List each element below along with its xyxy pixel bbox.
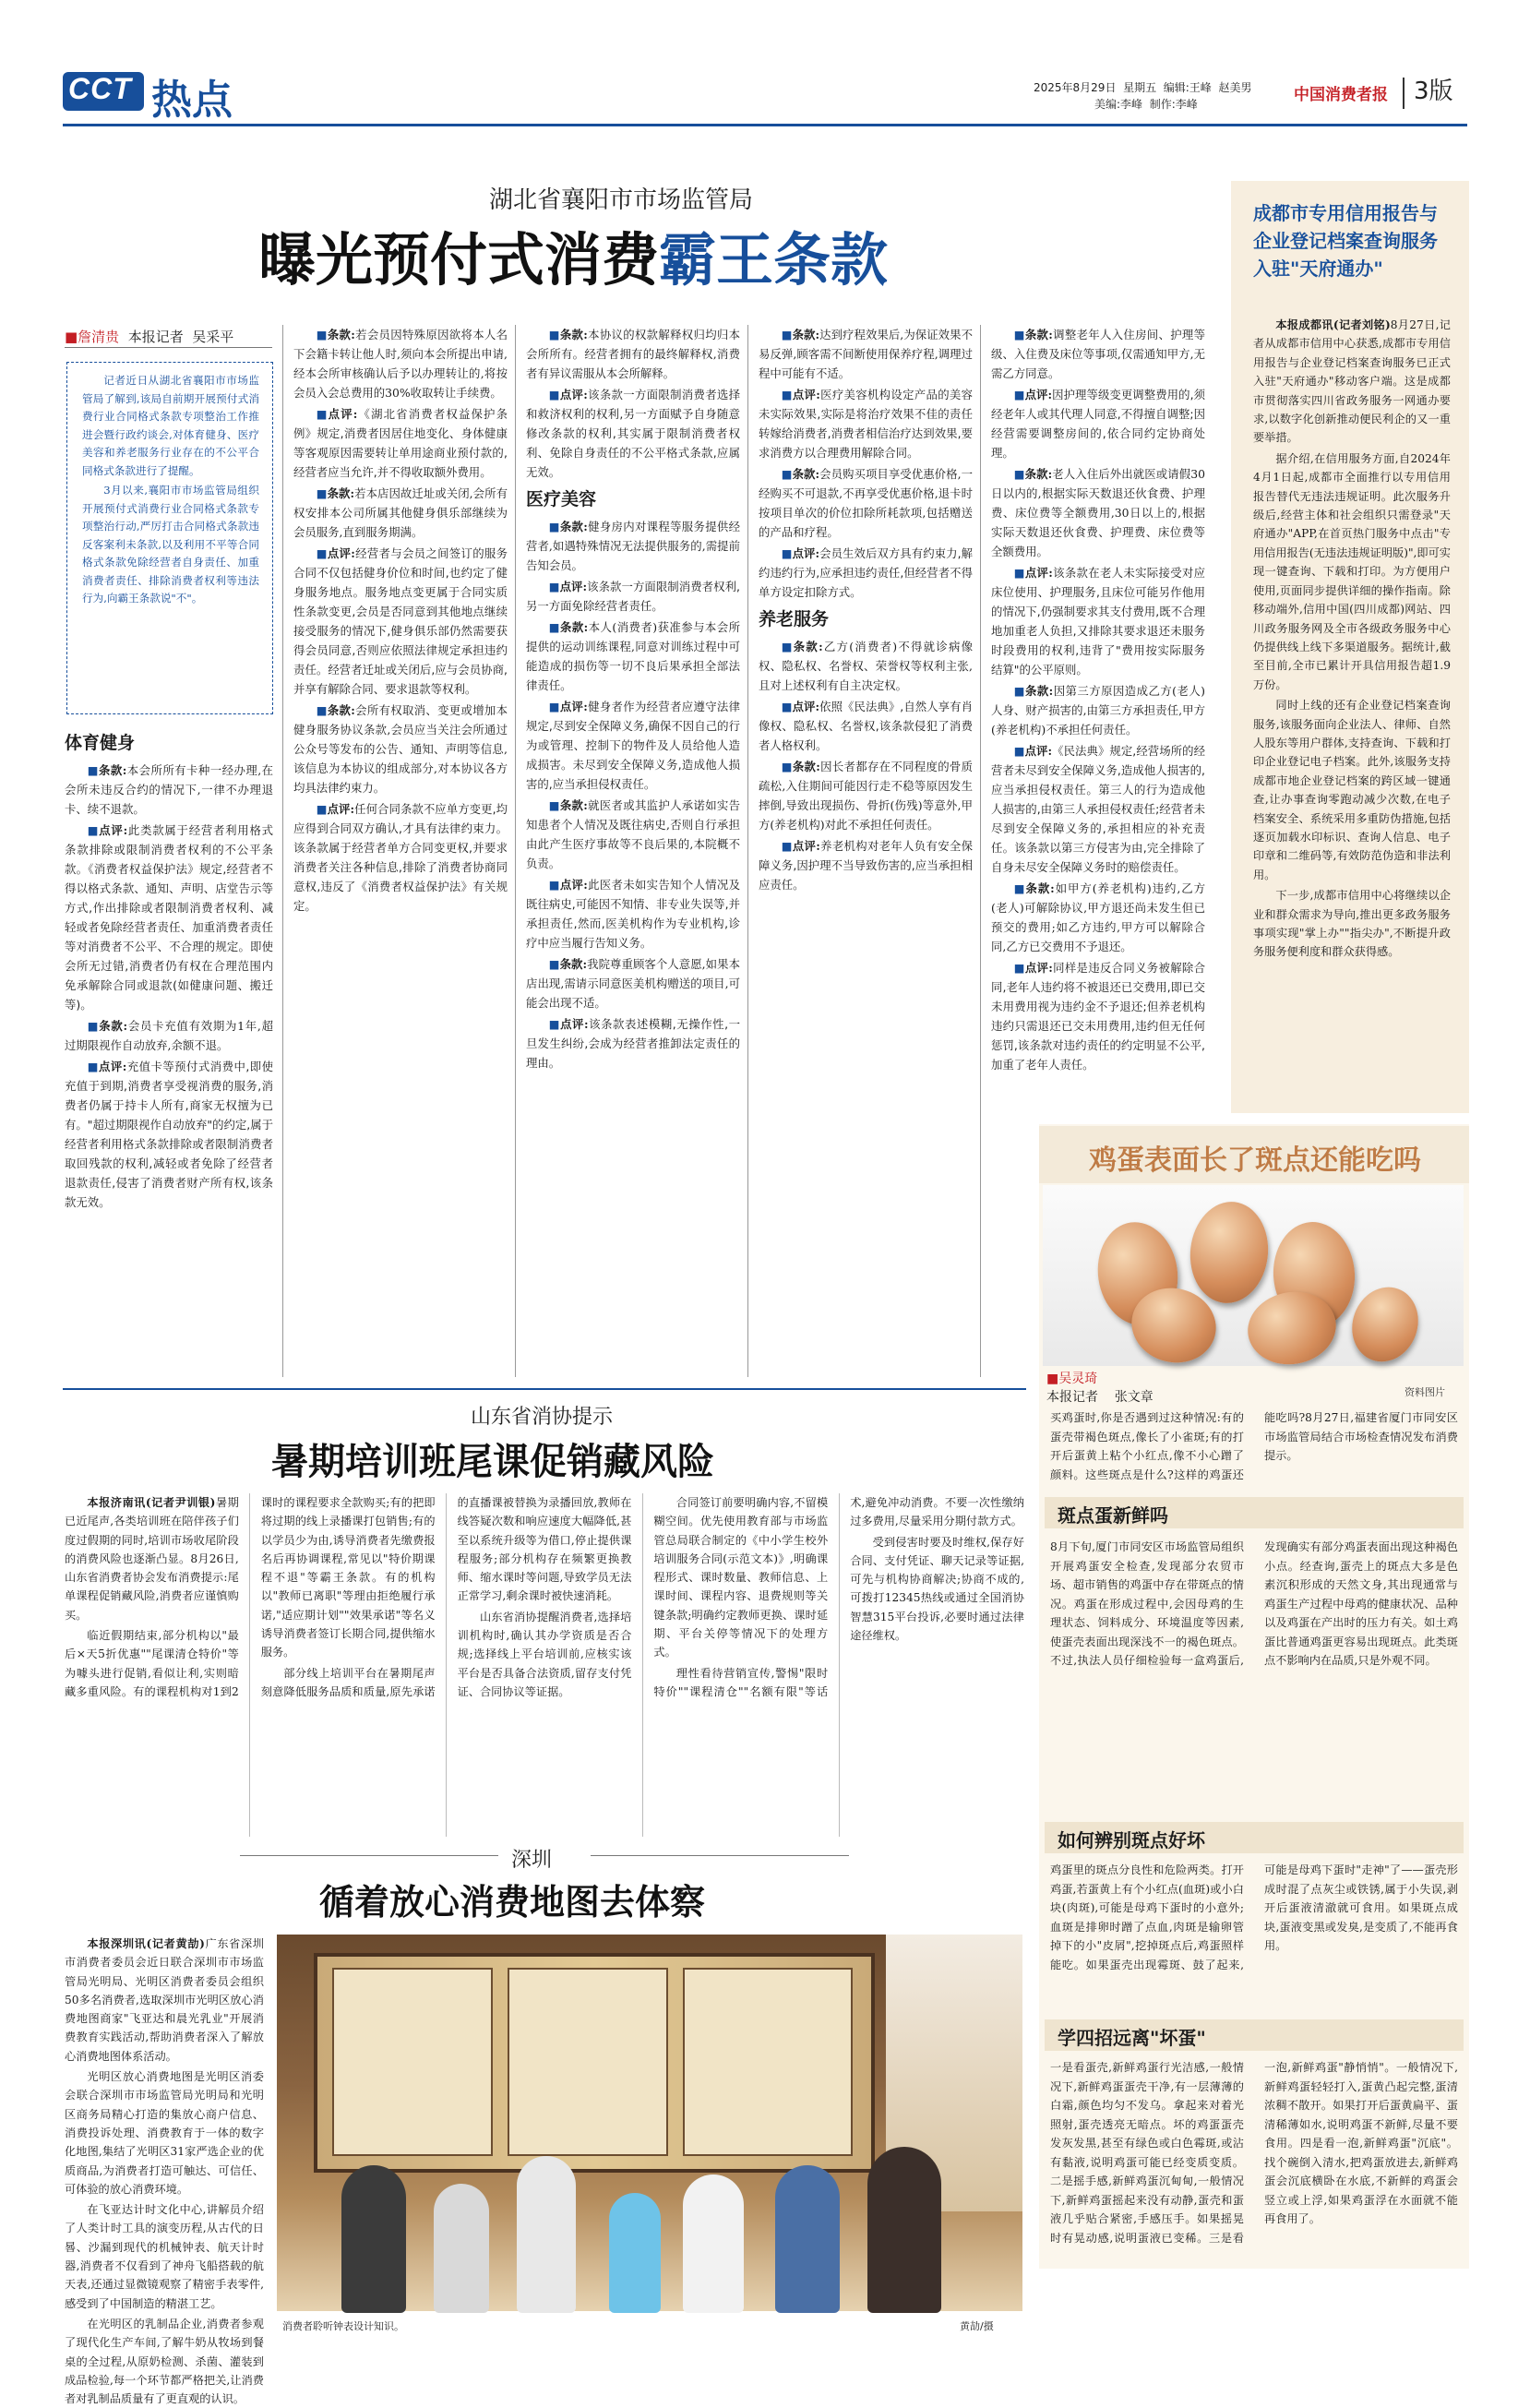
clause-text: 该条款一方面限制消费者选择和救济权利的权利,另一方面赋予自身随意修改条款的权利,其实属于限制消费者权利、免除自身责任的不公平格式条款,应属无效。 (526, 388, 741, 479)
clause-marker-icon: ■ (1013, 388, 1025, 401)
clause-text: 经营者与会员之间签订的服务合同不仅包括健身价位和时间,也约定了健身服务地点。服务地点变更属于合同实质性条款变更,会员是否同意到其他地点继续接受服务的情况下,健身俱乐部仍然需要获得会员同意,否则应依照法律规定承担违约责任。经营者迁址或关闭后,应与会员协商,并享有解除合同、要求退款等权利。 (293, 546, 508, 696)
editor2: 赵美男 (1218, 81, 1252, 94)
article2-para-6: 受到侵害时要及时维权,保存好合同、支付凭证、聊天记录等证据,可先与机构协商解决;协商不成的,可拨打12345热线或通过全国消协智慧315平台投诉,必要时通过法律途径维权。 (850, 1535, 1024, 1643)
clause-keyword: 条款: (1024, 328, 1053, 341)
clause-text: 会所有权取消、变更或增加本健身服务协议条款,会员应当关注会所通过公众号等发布的公告、通知、声明等信息,该信息为本协议的组成部分,对本协议各方均具法律约束力。 (293, 703, 508, 795)
clause-text: 充值卡等预付式消费中,即使充值于到期,消费者享受视消费的服务,消费者仍属于持卡人所有,商家无权擅为已有。"超过期限视作自动放弃"的约定,属于经营者利用格式条款排除或者限制消费者取回残款的权利,减轻或者免除了经营者退款责任,侵害了消费者财产所有权,该条款无效。 (65, 1060, 273, 1209)
article2-body (65, 1493, 1024, 1837)
clause-paragraph (293, 404, 508, 482)
clause-keyword: 点评: (792, 700, 820, 713)
article2-para-3: 山东省消协提醒消费者,选择培训机构时,确认其办学资质是否合规;选择线上平台培训前,应核实该平台是否具备合法资质,留存支付凭证、合同协议等证据。 (457, 1610, 632, 1698)
clause-paragraph (991, 741, 1205, 877)
clause-marker-icon: ■ (1013, 961, 1025, 975)
article3-kicker-line-right (591, 1855, 849, 1856)
clause-keyword: 点评: (560, 1017, 589, 1031)
weekday: 星期五 (1123, 81, 1157, 94)
clause-keyword: 条款: (1024, 467, 1053, 481)
article2-para-1: 临近假期结束,部分机构以"最后×天5折优惠""尾课清仓特价"等为噱头进行促销,看似让利,实则暗藏多重风险。有的课程机构对1到2课时的课程要求全款购买;有的把即将过期的线上录播课打包销售;有的以学员少为由,诱导消费者先缴费报名后再协调课程,常见以"特价期课程不退"等霸王条款。有的机构以"教师已离职"等理由拒绝履行承诺,"适应期计划""效果承诺"等名义诱导消费者签订长期合同,提供缩水服务。 (65, 1496, 436, 1698)
fitness-clauses (65, 761, 273, 1212)
clause-paragraph (293, 484, 508, 542)
visitor-figure (775, 2165, 840, 2313)
clause-marker-icon: ■ (781, 467, 793, 481)
clause-keyword: 点评: (327, 546, 355, 560)
clause-text: 会员生效后双方具有约束力,解约违约行为,应承担违约责任,但经营者不得单方设定扣除方式。 (759, 546, 973, 599)
article3-kicker-line-left (240, 1855, 498, 1856)
egg-title: 鸡蛋表面长了斑点还能吃吗 (1089, 1144, 1421, 1177)
clause-marker-icon: ■ (548, 328, 560, 341)
clause-paragraph (526, 617, 740, 695)
clause-marker-icon: ■ (1013, 328, 1025, 341)
clause-keyword: 条款: (559, 520, 588, 533)
photo-caption: 消费者聆听钟表设计知识。 (282, 2320, 404, 2332)
article1-byline (65, 327, 233, 346)
clause-marker-icon: ■ (87, 763, 99, 777)
article1-lead (82, 372, 259, 704)
clause-paragraph (65, 821, 273, 1014)
lead-paragraph: 记者近日从湖北省襄阳市市场监管局了解到,该局自前期开展预付式消费行业合同格式条款专项整治工作推进会暨行政约谈会,对体育健身、医疗美容和养老服务行业存在的不公平合同格式条款进行了提醒。 (82, 374, 259, 477)
sidebar-byline: 本报成都讯(记者刘铭) (1275, 318, 1391, 331)
clause-text: 若会员因特殊原因欲将本人名下会籍卡转让他人时,须向本会所提出申请,经本会所审核确认后予以办理转让的,将按会员入会总费用的30%收取转让手续费。 (293, 328, 508, 400)
egg-subhead-1-box (1045, 1497, 1464, 1528)
sidebar-paragraph (1253, 316, 1451, 448)
lead-paragraph-2: 3月以来,襄阳市市场监管局组织开展预付式消费行业合同格式条款专项整治行动,严厉打击合同格式条款违反客案利未条款,以及利用不平等合同格式条款免除经营者自身责任、加重消费者责任、排除消费者权利等违法行为,向霸王条款说"不"。 (82, 484, 259, 605)
exhibition-photo (277, 1935, 1022, 2311)
article1-col1 (65, 725, 273, 1377)
clause-marker-icon: ■ (316, 802, 328, 816)
clause-paragraph (991, 958, 1205, 1074)
sidebar-title: 成都市专用信用报告与企业登记档案查询服务入驻"天府通办" (1253, 202, 1438, 280)
egg-subhead-3-box (1045, 2019, 1464, 2051)
issue-date (1034, 79, 1251, 95)
clause-paragraph (759, 325, 973, 383)
clause-paragraph (526, 796, 740, 873)
elderly-clauses (759, 637, 973, 894)
clause-marker-icon: ■ (87, 1060, 99, 1073)
clause-keyword: 点评: (1024, 961, 1053, 975)
clause-marker-icon: ■ (548, 620, 560, 634)
beauty-clauses (526, 517, 740, 1072)
display-panel (683, 1968, 853, 2156)
col-divider (515, 325, 516, 1377)
clause-paragraph (759, 757, 973, 834)
clause-text: 如甲方(养老机构)违约,乙方(老人)可解除协议,甲方退还尚未发生但已预交的费用;如乙方违约,甲方可以解除合同,乙方已交费用不予退还。 (991, 881, 1205, 953)
clause-keyword: 点评: (328, 407, 358, 421)
article3-title: 循着放心消费地图去体察 (319, 1881, 706, 1923)
egg-subhead-2: 如何辨别斑点好坏 (1058, 1829, 1205, 1851)
display-panel (332, 1968, 493, 2156)
clause-text: 因第三方原因造成乙方(老人)人身、财产损害的,由第三方承担责任,甲方(养老机构)不承担任何责任。 (991, 684, 1206, 737)
clause-keyword: 条款: (792, 760, 820, 773)
article1-title (258, 214, 888, 296)
clause-text: 健身房内对课程等服务提供经营者,如遇特殊情况无法提供服务的,需提前告知会员。 (526, 520, 741, 572)
clause-marker-icon: ■ (548, 700, 560, 713)
egg-subhead-1: 斑点蛋新鲜吗 (1058, 1504, 1168, 1527)
clause-text: 本人(消费者)获准参与本会所提供的运动训练课程,同意对训练过程中可能造成的损伤等一切不良后果承担全部法律责任。 (526, 620, 741, 692)
clause-paragraph (293, 799, 508, 916)
clause-keyword: 条款: (327, 486, 355, 500)
clause-paragraph (759, 544, 973, 602)
article1-title-part2: 霸王条款 (659, 226, 889, 294)
visitor-figure (609, 2193, 661, 2313)
clause-paragraph (991, 681, 1205, 739)
clause-marker-icon: ■ (316, 546, 328, 560)
clause-paragraph (759, 464, 973, 542)
clause-paragraph (991, 385, 1205, 462)
clause-marker-icon: ■ (548, 878, 560, 892)
clause-text: 本协议的权款解释权归均归本会所所有。经营者拥有的最终解释权,消费者有异议需服从本会所解释。 (526, 328, 741, 380)
clause-keyword: 点评: (1024, 566, 1053, 580)
clause-marker-icon: ■ (316, 407, 329, 421)
visitor-figure (517, 2156, 576, 2313)
clause-marker-icon: ■ (548, 957, 560, 971)
clause-keyword: 点评: (98, 1060, 127, 1073)
egg-byline-role: 本报记者 (1046, 1390, 1098, 1405)
clause-text: 该条款在老人未实际接受对应床位使用、护理服务,且床位可能另作他用的情况下,仍强制要求其支付费用,既不合理地加重老人负担,又排除其要求退还未服务时段费用的权利,违背了"费用按实际服务结算"的公平原则。 (991, 566, 1206, 677)
clause-keyword: 条款: (1025, 881, 1055, 895)
masthead (63, 61, 1465, 122)
visitor-figure (867, 2147, 941, 2313)
egg-section-3: 一是看蛋壳,新鲜鸡蛋行光洁感,一般情况下,新鲜鸡蛋蛋壳干净,有一层薄薄的白霜,颜色均匀不发乌。拿起来对着光照射,蛋壳透亮无暗点。坏的鸡蛋蛋壳发灰发黑,甚至有绿色或白色霉斑,或沾有黏液,说明鸡蛋可能已经变质变质。二是摇手感,新鲜鸡蛋沉甸甸,一般情况下,新鲜鸡蛋摇起来没有动静,蛋壳和蛋液几乎贴合紧密,手感压手。如果摇晃时有晃动感,说明蛋液已变稀。三是看一泡,新鲜鸡蛋"静悄悄"。一般情况下,新鲜鸡蛋轻轻打入,蛋黄凸起完整,蛋清浓稠不散开。如果打开后蛋黄扁平、蛋清稀薄如水,说明鸡蛋不新鲜,尽量不要食用。四是看一泡,新鲜鸡蛋"沉底"。找个碗倒入清水,把鸡蛋放进去,新鲜鸡蛋会沉底横卧在水底,不新鲜的鸡蛋会竖立或上浮,如果鸡蛋浮在水面就不能再食用了。 (1050, 2061, 1458, 2245)
egg-byline-reporter: 张文章 (1114, 1390, 1153, 1405)
clause-text: 养老机构对老年人负有安全保障义务,因护理不当导致伤害的,应当承担相应责任。 (759, 839, 974, 892)
col-divider (980, 325, 981, 1377)
header-divider (1403, 78, 1404, 109)
clause-marker-icon: ■ (1013, 566, 1025, 580)
clause-paragraph (526, 517, 740, 575)
egg-image (1342, 1278, 1428, 1372)
clause-marker-icon: ■ (781, 839, 793, 853)
clause-text: 同样是违反合同义务被解除合同,老年人违约将不被退还已交费用,即已交未用费用视为违约金不予退还;但养老机构违约只需退还已交未用费用,违约但无任何惩罚,该条款对违约责任的约定明显不公平,加重了老年人责任。 (991, 961, 1206, 1072)
clause-keyword: 条款: (327, 328, 355, 341)
clause-paragraph (526, 577, 740, 616)
byline-role: 本报记者 (127, 329, 184, 345)
clause-marker-icon: ■ (1013, 744, 1025, 758)
clause-marker-icon: ■ (1013, 881, 1026, 895)
article2-kicker: 山东省消协提示 (471, 1406, 614, 1429)
clause-text: 此医者未如实告知个人情况及既往病史,可能因不知情、非专业失误等,并承担责任,然而,医美机构作为专业机构,诊疗中应当履行告知义务。 (526, 878, 741, 950)
clause-text: 乙方(消费者)不得就诊病像权、隐私权、名誉权、荣誉权等权利主张,且对上述权利有自主决定权。 (759, 640, 973, 692)
article3-body (65, 1935, 264, 2406)
page-number: 3版 (1414, 78, 1453, 105)
clause-keyword: 条款: (793, 640, 823, 653)
clause-keyword: 点评: (99, 823, 128, 837)
clause-keyword: 条款: (1024, 684, 1054, 698)
clause-keyword: 点评: (1024, 388, 1053, 401)
article2-para (65, 1493, 239, 1624)
clause-keyword: 条款: (559, 620, 589, 634)
clause-keyword: 点评: (559, 580, 588, 593)
clause-text: 调整老年人入住房间、护理等级、入住费及床位等事项,仅需通知甲方,无需乙方同意。 (991, 328, 1206, 380)
clause-keyword: 条款: (559, 798, 588, 812)
header-rule (63, 124, 1467, 126)
clause-text: 任何合同条款不应单方变更,均应得到合同双方确认,才具有法律约束力。该条款属于经营者单方合同变更权,并要求消费者关注各种信息,排除了消费者协商同意权,违反了《消费者权益保护法》有关规定。 (293, 802, 508, 913)
clause-keyword: 条款: (327, 703, 355, 717)
sidebar-para-2: 同时上线的还有企业登记档案查询服务,该服务面向企业法人、律师、自然人股东等用户群体,支持查询、下载和打印企业登记电子档案。此外,该服务支持成都市地企业登记档案的跨区域一键通查,让办事查询零跑动减少次数,在电子档案安全、系统采用多重防伪措施,包括逐页加载水印标识、查询人信息、电子印章和二维码等,有效防范伪造和非法利用。 (1253, 699, 1451, 881)
photo-credit: 黄劼/摄 (960, 2320, 994, 2332)
article2-para-4: 合同签订前要明确内容,不留模糊空间。优先使用教育部与市场监管总局联合制定的《中小学生校外培训服务合同(示范文本)》,明确课程形式、课时数量、教师信息、上课时间、课程内容、退费规则等关键条款;明确约定教师更换、课时延期、平台关停等情况下的处理方式。 (653, 1496, 829, 1659)
article3-para-1: 光明区放心消费地图是光明区消委会联合深圳市市场监管局光明局和光明区商务局精心打造的集放心商户信息、消费投诉处理、消费教育于一体的数字化地图,集结了光明区31家严选企业的优质商品,为消费者打造可触达、可信任、可体验的放心消费环境。 (65, 2070, 264, 2196)
clause-marker-icon: ■ (781, 640, 794, 653)
clause-keyword: 点评: (792, 546, 820, 560)
clause-text: 会员购买项目享受优惠价格,一经购买不可退款,不再享受优惠价格,退卡时按项目单次的价位扣除所耗款项,包括赠送的产品和疗程。 (759, 467, 973, 539)
clause-keyword: 点评: (792, 839, 820, 853)
article2-para-5: 理性看待营销宣传,警惕"限时特价""课程清仓""名额有限"等话术,避免冲动消费。不要一次性缴纳过多费用,尽量采用分期付款方式。 (653, 1496, 1024, 1698)
article3-byline: 本报深圳讯(记者黄劼) (87, 1937, 205, 1950)
clause-text: 依照《民法典》,自然人享有肖像权、隐私权、名誉权,该条款侵犯了消费者人格权利。 (759, 700, 973, 752)
clause-marker-icon: ■ (781, 760, 793, 773)
byline-reporter: 吴采平 (192, 329, 234, 345)
clause-paragraph (293, 544, 508, 699)
visitor-figure (683, 2174, 744, 2313)
display-panel (508, 1968, 668, 2156)
visitor-figure (341, 2165, 406, 2313)
issue-staff (1094, 96, 1198, 112)
clause-paragraph (759, 385, 973, 462)
article2-title: 暑期培训班尾课促销藏风险 (271, 1440, 714, 1483)
clause-text: 该条款表述模糊,无操作性,一旦发生纠纷,会成为经营者推卸法定责任的理由。 (526, 1017, 740, 1070)
sidebar-panel (1231, 181, 1469, 1113)
egg-byline (1046, 1370, 1153, 1407)
art-editor: 美编:李峰 (1094, 98, 1143, 111)
article3-para-3: 在光明区的乳制品企业,消费者参观了现代化生产车间,了解牛奶从牧场到餐桌的全过程,从原奶检测、杀菌、灌装到成品检验,每一个环节都严格把关,让消费者对乳制品质量有了更直观的认识。 (65, 2317, 264, 2406)
clause-marker-icon: ■ (548, 520, 560, 533)
subhead-beauty: 医疗美容 (526, 489, 597, 509)
col-divider (747, 325, 748, 1377)
byline-rule (65, 347, 272, 348)
fitness-clauses-cont (293, 325, 508, 916)
sidebar-para-1: 据介绍,在信用服务方面,自2024年4月1日起,成都市全面推行以专用信用报告替代无违法违规证明。此次服务升级后,经营主体和社会组织只需登录"天府通办"APP,在首页热门服务中点击"专用信用报告(无违法违规证明版)",即可实现一键查询、下载和打印。为方便用户使用,页面同步提供详细的操作指南。除移动端外,信用中国(四川成都)网站、四川政务服务网及全市各级政务服务中心仍提供线上线下多渠道服务。据统计,截至目前,全市已累计开具信用报告超1.9万份。 (1253, 451, 1451, 691)
clause-text: 因护理等级变更调整费用的,须经老年人或其代理人同意,不得擅自调整;因经营需要调整房间的,依合同约定协商处理。 (991, 388, 1205, 460)
clause-marker-icon: ■ (316, 703, 328, 717)
clause-text: 就医者或其监护人承诺如实告知患者个人情况及既往病史,否则自行承担由此产生医疗事故等不良后果的,本院概不负责。 (526, 798, 741, 870)
clause-paragraph (526, 1014, 740, 1072)
clause-marker-icon: ■ (87, 823, 100, 837)
article1-col2 (293, 325, 508, 1377)
clause-keyword: 条款: (792, 328, 820, 341)
clause-paragraph (293, 325, 508, 402)
clause-keyword: 条款: (559, 328, 588, 341)
section-rule (63, 1388, 1026, 1390)
subhead-fitness: 体育健身 (65, 733, 136, 753)
clause-paragraph (759, 836, 973, 894)
article1-title-part1: 曝光预付式消费 (258, 226, 660, 294)
subhead-elderly: 养老服务 (759, 609, 830, 629)
clause-paragraph (526, 697, 740, 794)
clause-keyword: 点评: (792, 388, 820, 401)
article2-para-0: 暑期已近尾声,各类培训班在陪伴孩子们度过假期的同时,培训市场收尾阶段的消费风险也逐渐凸显。8月26日,山东省消费者协会发布消费提示:尾单课程促销藏风险,消费者应谨慎购买。 (65, 1496, 239, 1622)
egg-image (1185, 1198, 1273, 1307)
clause-paragraph (526, 325, 740, 383)
clause-marker-icon: ■ (316, 486, 328, 500)
clause-text: 老人入住后外出就医或请假30日以内的,根据实际天数退还伙食费、护理费、床位费等全额费用,30日以上的,根据实际天数退还伙食费、护理费、床位费等全额费用。 (991, 467, 1205, 558)
clause-keyword: 点评: (1024, 744, 1053, 758)
sidebar-para-0: 8月27日,记者从成都市信用中心获悉,成都市专用信用报告与企业登记档案查询服务已正式入驻"天府通办"移动客户端。这是成都市贯彻落实四川省政务服务一网通办要求,以数字化创新推动便民利企的又一重要举措。 (1253, 318, 1451, 445)
cct-logo-text: CCT (68, 72, 132, 105)
clause-text: 因长者都存在不同程度的骨质疏松,入住期间可能因行走不稳等原因发生摔倒,导致出现损伤、骨折(伤残)等意外,甲方(养老机构)对此不承担任何责任。 (759, 760, 974, 832)
clause-marker-icon: ■ (781, 546, 793, 560)
article3-kicker: 深圳 (511, 1849, 553, 1872)
clause-marker-icon: ■ (781, 388, 793, 401)
sidebar-para-3: 下一步,成都市信用中心将继续以企业和群众需求为导向,推出更多政务服务事项实现"掌上办""指尖办",不断提升政务服务便利度和群众获得感。 (1253, 889, 1451, 959)
clause-paragraph (293, 701, 508, 797)
clause-text: 我院尊重顾客个人意愿,如果本店出现,需请示同意医美机构赠送的项目,可能会出现不适。 (526, 957, 740, 1010)
clause-keyword: 条款: (792, 467, 820, 481)
clause-keyword: 条款: (98, 763, 127, 777)
egg-section-1: 8月下旬,厦门市同安区市场监管局组织开展鸡蛋安全检查,发现部分农贸市场、超市销售的鸡蛋中存在带斑点的情况。鸡蛋在形成过程中,会因母鸡的生理状态、饲料成分、环境温度等因素,使蛋壳表面出现深浅不一的褐色斑点。不过,执法人员仔细检验每一盒鸡蛋后,发现确实有部分鸡蛋表面出现这种褐色小点。经查询,蛋壳上的斑点大多是色素沉积形成的天然文身,其出现通常与鸡蛋生产过程中母鸡的健康状况、品种以及鸡蛋在产出时的压力有关。如土鸡蛋比普通鸡蛋更容易出现斑点。此类斑点不影响内在品质,只是外观不同。 (1050, 1540, 1458, 1667)
egg-subhead-3: 学四招远离"坏蛋" (1058, 2027, 1206, 2049)
production: 制作:李峰 (1149, 98, 1198, 111)
clause-marker-icon: ■ (781, 700, 793, 713)
clause-paragraph (759, 637, 973, 695)
article1-lead-box (66, 362, 273, 714)
article3-para-2: 在飞亚达计时文化中心,讲解员介绍了人类计时工具的演变历程,从古代的日晷、沙漏到现代的机械钟表、航天计时器,消费者不仅看到了神舟飞船搭载的航天表,还通过显微镜观察了精密手表零件,感受到了中国制造的精湛工艺。 (65, 2203, 264, 2310)
clause-paragraph (526, 385, 740, 482)
egg-photo-credit: 资料图片 (1404, 1386, 1445, 1398)
col-divider (282, 325, 283, 1377)
egg-title-bar (1039, 1126, 1469, 1183)
egg-subhead-2-box (1045, 1822, 1464, 1853)
clause-marker-icon: ■ (548, 580, 560, 593)
article2-para-2: 部分线上培训平台在暑期尾声刻意降低服务品质和质量,原先承诺的直播课被替换为录播回放,教师在线答疑次数和响应速度大幅降低,甚至以系统升级等为借口,停止提供课程服务;部分机构存在频繁更换教师、缩水课时等问题,导致学员无法正常学习,剩余课时被快速消耗。 (260, 1496, 632, 1698)
editor: 编辑:王峰 (1163, 81, 1212, 94)
clause-paragraph (991, 879, 1205, 956)
clause-keyword: 点评: (559, 700, 588, 713)
clause-text: 达到疗程效果后,为保证效果不易反弹,顾客需不间断使用保养疗程,调理过程中可能有不适。 (759, 328, 973, 380)
clause-marker-icon: ■ (316, 328, 328, 341)
article1-kicker: 湖北省襄阳市市场监管局 (489, 186, 754, 214)
clause-text: 若本店因故迁址或关闭,会所有权安排本公司所属其他健身俱乐部继续为会员服务,直到服务期满。 (293, 486, 508, 539)
clause-keyword: 条款: (99, 1019, 128, 1033)
clause-paragraph (991, 325, 1205, 383)
byline-author: ■詹清贵 (65, 329, 120, 345)
egg-byline-author: ■吴灵琦 (1046, 1372, 1098, 1386)
clause-paragraph (526, 954, 740, 1012)
egg-section-2: 鸡蛋里的斑点分良性和危险两类。打开鸡蛋,若蛋黄上有个小红点(血斑)或小白块(肉斑),可能是母鸡下蛋时的小意外;血斑是排卵时蹭了点血,肉斑是输卵管掉下的小"皮屑",挖掉斑点后,鸡蛋照样能吃。如果蛋壳出现霉斑、鼓了起来,可能是母鸡下蛋时"走神"了——蛋壳形成时混了点灰尘或铁锈,属于小失误,剥开后蛋液清澈就可食用。如果斑点成块,蛋液变黑或发臭,是变质了,不能再食用。 (1050, 1863, 1458, 1971)
egg-intro: 买鸡蛋时,你是否遇到过这种情况:有的蛋壳带褐色斑点,像长了小雀斑;有的打开后蛋黄上粘个小红点,像不小心蹭了颜料。这些斑点是什么?这样的鸡蛋还能吃吗?8月27日,福建省厦门市同安区市场监管局结合市场检查情况发布消费提示。 (1050, 1411, 1458, 1481)
clause-text: 会员卡充值有效期为1年,超过期限视作自动放弃,余额不退。 (65, 1019, 273, 1052)
clause-paragraph (65, 1016, 273, 1055)
article1-col4 (759, 325, 973, 1377)
clause-text: 健身者作为经营者应遵守法律规定,尽到安全保障义务,确保不因自己的行为或管理、控制下的物件及人员给他人造成损害。未尽到安全保障义务,造成他人损害的,应当承担侵权责任。 (526, 700, 741, 791)
clause-paragraph (991, 563, 1205, 679)
clause-text: 医疗美容机构设定产品的美容未实际效果,实际是将治疗效果不佳的责任转嫁给消费者,消费者相信治疗达到效果,要求消费方以合理费用解除合同。 (759, 388, 974, 460)
paper-name: 中国消费者报 (1294, 86, 1388, 104)
clause-text: 《民法典》规定,经营场所的经营者未尽到安全保障义务,造成他人损害的,应当承担侵权责任。第三人的行为造成他人损害的,由第三人承担侵权责任;经营者未尽到安全保障义务的,承担相应的补充责任。该条款以第三方侵害为由,完全排除了自身未尽安全保障义务时的赔偿责任。 (991, 744, 1205, 874)
clause-keyword: 点评: (559, 388, 588, 401)
clause-marker-icon: ■ (87, 1019, 100, 1033)
clause-text: 此类款属于经营者利用格式条款排除或限制消费者权利的不公平条款。《消费者权益保护法》规定,经营者不得以格式条款、通知、声明、店堂告示等方式,作出排除或者限制消费者权利、减轻或者免除经营者责任、加重消费者责任等对消费者不公平、不合理的规定。即使会所无过错,消费者仍有权在合理范围内免承解除合同或退款(如健康问题、搬迁等)。 (65, 823, 274, 1012)
sidebar-body (1253, 316, 1451, 1100)
egg-photo (1043, 1185, 1464, 1366)
beauty-clauses-cont (759, 325, 973, 602)
clause-paragraph (991, 464, 1205, 561)
clause-paragraph (526, 875, 740, 952)
date: 2025年8月29日 (1034, 81, 1117, 94)
article1-col3 (526, 325, 740, 1377)
fitness-clauses-end (526, 325, 740, 482)
clause-keyword: 点评: (559, 878, 588, 892)
clause-paragraph (65, 1057, 273, 1212)
clause-text: 本会所所有卡种一经办理,在会所未违反合约的情况下,一律不办理退卡、续不退款。 (65, 763, 273, 816)
clause-marker-icon: ■ (1013, 467, 1025, 481)
visitor-figure (434, 2184, 489, 2313)
article3-para (65, 1935, 264, 2066)
article2-byline: 本报济南讯(记者尹训银) (87, 1496, 216, 1509)
clause-marker-icon: ■ (548, 388, 560, 401)
clause-keyword: 条款: (559, 957, 588, 971)
clause-marker-icon: ■ (548, 798, 560, 812)
clause-paragraph (759, 697, 973, 755)
clause-text: 该条款一方面限制消费者权利,另一方面免除经营者责任。 (526, 580, 740, 613)
article3-para-0: 广东省深圳市消费者委员会近日联合深圳市市场监管局光明局、光明区消费者委员会组织50多名消费者,选取深圳市光明区放心消费地图商家"飞亚达和晨光乳业"开展消费教育实践活动,帮助消费者深入了解放心消费地图体系活动。 (65, 1937, 264, 2063)
elderly-clauses-cont (991, 325, 1205, 1074)
clause-keyword: 点评: (327, 802, 355, 816)
clause-text: 《湖北省消费者权益保护条例》规定,消费者因居住地变化、身体健康等客观原因需要转让单用途商业预付款的,经营者应当允许,并不得收取额外费用。 (293, 407, 508, 479)
clause-marker-icon: ■ (548, 1017, 561, 1031)
clause-marker-icon: ■ (781, 328, 793, 341)
section-title: 热点 (151, 77, 233, 124)
clause-marker-icon: ■ (1013, 684, 1025, 698)
clause-paragraph (65, 761, 273, 819)
